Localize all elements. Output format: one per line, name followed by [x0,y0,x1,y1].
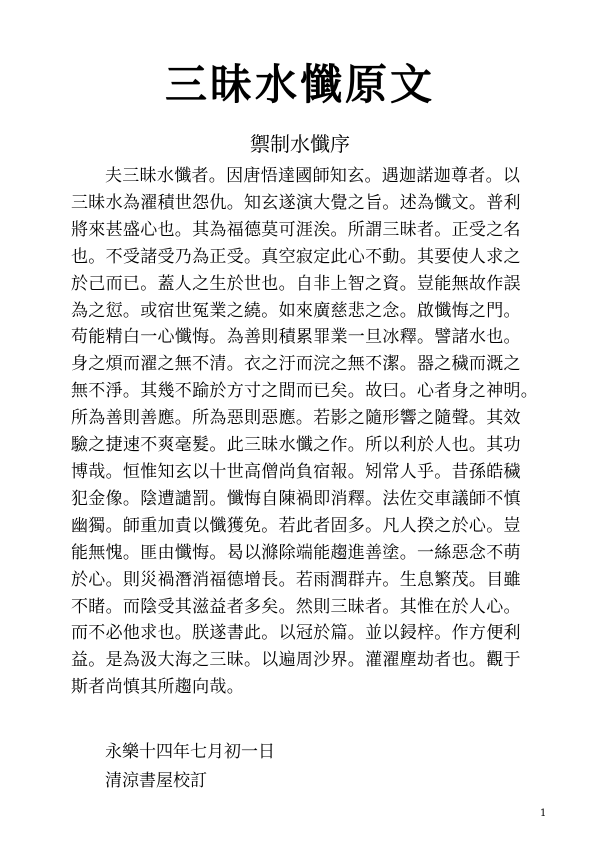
page-title: 三昧水懺原文 [164,60,435,109]
preface-title: 禦制水懺序 [250,132,350,156]
text-line: 夫三昧水懺者。因唐悟達國師知玄。遇迦諾迦尊者。以 [105,166,521,186]
text-line: 犯金像。陰遭譴罰。懺悔自陳禍即消釋。法佐交車議師不慎 [71,488,521,509]
text-line: 驗之捷速不爽毫髮。此三昧水懺之作。所以利於人也。其功 [71,435,521,456]
text-line: 博哉。恒惟知玄以十世高僧尚負宿報。矧常人乎。昔孫皓穢 [71,461,521,482]
text-line: 三昧水為濯積世怨仇。知玄遂演大覺之旨。述為懺文。普利 [71,192,521,213]
date-line: 永樂十四年七月初一日 [105,742,275,762]
text-line: 而不必他求也。朕遂書此。以冠於篇。並以鋟梓。作方便利 [71,623,521,644]
text-line: 幽獨。師重加責以懺獲免。若此者固多。凡人揆之於心。豈 [71,515,521,536]
text-line: 斯者尚慎其所趨向哉。 [71,677,244,698]
text-line: 將來甚盛心也。其為福德莫可涯涘。所謂三昧者。正受之名 [71,219,521,240]
text-line: 為之愆。或宿世冤業之繞。如來廣慈悲之念。啟懺悔之門。 [71,300,521,321]
text-line: 無不淨。其幾不踰於方寸之間而已矣。故曰。心者身之神明。 [71,381,539,402]
text-line: 於己而已。蓋人之生於世也。自非上智之資。豈能無故作誤 [71,273,521,294]
text-line: 苟能精白一心懺悔。為善則積累罪業一旦冰釋。譬諸水也。 [71,327,521,348]
text-line: 所為善則善應。所為惡則惡應。若影之隨形響之隨聲。其效 [71,408,521,429]
text-line: 益。是為汲大海之三昧。以遍周沙界。灌濯塵劫者也。觀于 [71,650,521,671]
text-line: 身之煩而濯之無不清。衣之汙而浣之無不潔。器之穢而溉之 [71,354,521,375]
text-line: 不睹。而陰受其滋益者多矣。然則三昧者。其惟在於人心。 [71,596,521,617]
signoff [105,738,275,796]
publisher-line: 清涼書屋校訂 [105,771,207,791]
preface-body [71,163,551,701]
text-line: 能無愧。匪由懺悔。曷以滌除端能趨進善塗。一絲惡念不萌 [71,542,521,563]
page-number: 1 [540,808,547,819]
text-line: 於心。則災禍潛消福德增長。若雨潤群卉。生息繁茂。目雖 [71,569,521,590]
text-line: 也。不受諸受乃為正受。真空寂定此心不動。其要使人求之 [71,246,521,267]
